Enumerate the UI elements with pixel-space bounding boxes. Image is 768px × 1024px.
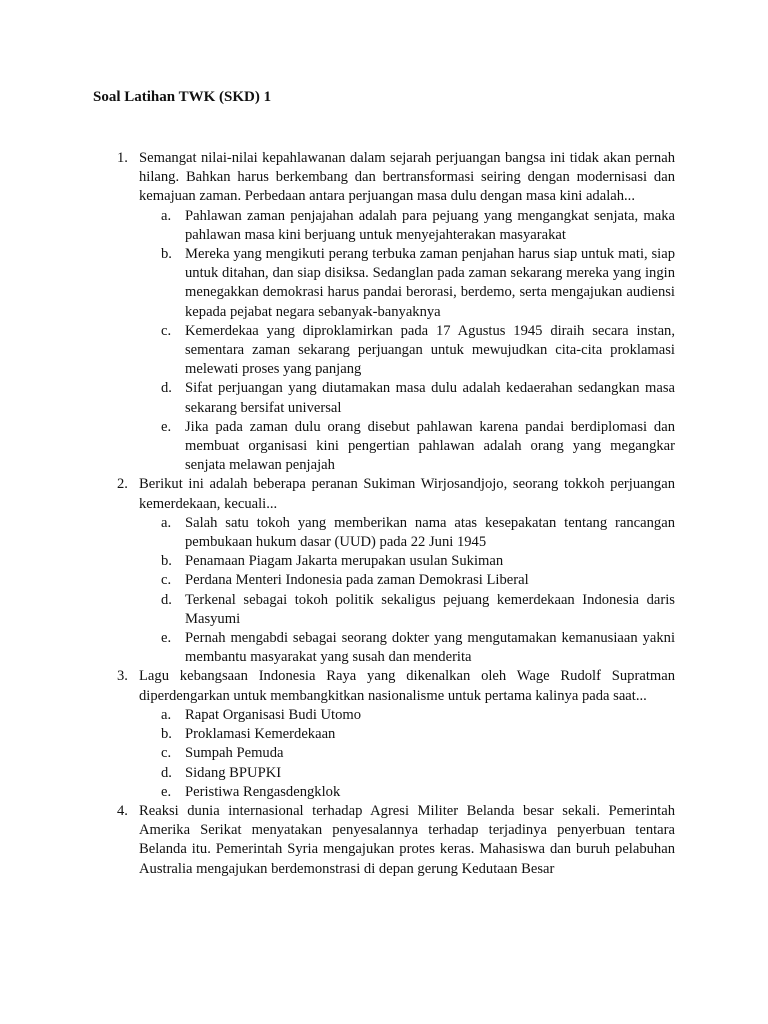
question-text: Berikut ini adalah beberapa peranan Sukiman Wirjosandjojo, seorang tokkoh perjuangan kemerdekaan, kecuali... <box>139 476 675 512</box>
option-letter: d. <box>161 591 172 608</box>
question-item <box>93 475 675 667</box>
option-text: Pahlawan zaman penjajahan adalah para pejuang yang mengangkat senjata, maka pahlawan masa kini berjuang untuk menyejahterakan masyarakat <box>185 207 675 243</box>
question-text: Semangat nilai-nilai kepahlawanan dalam sejarah perjuangan bangsa ini tidak akan pernah hilang. Bahkan harus berkembang dan bertransformasi seiring dengan modernisasi dan kemajuan zaman. Perbedaan antara perjuangan masa dulu dengan masa kini adalah... <box>139 150 675 205</box>
question-number: 2. <box>117 476 128 493</box>
option-text: Mereka yang mengikuti perang terbuka zaman penjahan harus siap untuk mati, siap untuk ditahan, dan siap disiksa. Sedanglan pada zaman sekarang mereka yang ingin menegakkan demokrasi harus pandai berorasi, berdemo, serta mengajukan audiensi kepada pejabat negara sebanyak-banyaknya <box>185 246 675 320</box>
option-letter: d. <box>161 380 172 397</box>
option-text: Penamaan Piagam Jakarta merupakan usulan Sukiman <box>185 553 504 570</box>
option-item <box>139 764 675 783</box>
option-item <box>139 725 675 744</box>
option-item <box>139 744 675 763</box>
option-list <box>139 706 675 802</box>
option-item <box>139 514 675 552</box>
option-letter: b. <box>161 553 172 570</box>
option-list <box>139 207 675 476</box>
option-list <box>139 514 675 668</box>
option-letter: a. <box>161 706 172 723</box>
option-letter: a. <box>161 514 172 531</box>
option-item <box>139 418 675 476</box>
option-item <box>139 783 675 802</box>
option-text: Peristiwa Rengasdengklok <box>185 783 341 800</box>
option-text: Terkenal sebagai tokoh politik sekaligus pejuang kemerdekaan Indonesia daris Masyumi <box>185 591 675 627</box>
option-letter: c. <box>161 745 172 762</box>
option-text: Kemerdekaa yang diproklamirkan pada 17 Agustus 1945 diraih secara instan, sementara zaman sekarang perjuangan untuk mewujudkan cita-cita proklamasi melewati proses yang panjang <box>185 322 675 378</box>
option-item <box>139 207 675 245</box>
question-number: 1. <box>117 150 128 166</box>
option-text: Sumpah Pemuda <box>185 745 284 762</box>
question-number: 3. <box>117 668 128 685</box>
question-item <box>93 149 675 475</box>
option-letter: e. <box>161 630 172 647</box>
option-letter: e. <box>161 783 172 800</box>
option-item <box>139 379 675 417</box>
option-text: Proklamasi Kemerdekaan <box>185 726 336 743</box>
option-text: Rapat Organisasi Budi Utomo <box>185 706 362 723</box>
option-item <box>139 245 675 322</box>
option-text: Perdana Menteri Indonesia pada zaman Demokrasi Liberal <box>185 572 529 589</box>
question-text: Lagu kebangsaan Indonesia Raya yang dikenalkan oleh Wage Rudolf Supratman diperdengarkan untuk membangkitkan nasionalisme untuk pertama kalinya pada saat... <box>139 668 675 704</box>
document-title: Soal Latihan TWK (SKD) 1 <box>93 89 272 105</box>
option-item <box>139 629 675 667</box>
option-letter: c. <box>161 572 172 589</box>
option-item <box>139 591 675 629</box>
option-text: Jika pada zaman dulu orang disebut pahlawan karena pandai berdiplomasi dan membuat organisasi kini pengertian pahlawan adalah orang yang megangkar senjata melawan penjajah <box>185 418 675 474</box>
option-text: Sifat perjuangan yang diutamakan masa dulu adalah kedaerahan sedangkan masa sekarang bersifat universal <box>185 380 675 416</box>
option-letter: c. <box>161 322 172 339</box>
question-number: 4. <box>117 802 128 819</box>
option-letter: b. <box>161 726 172 743</box>
option-letter: e. <box>161 418 172 435</box>
question-text: Reaksi dunia internasional terhadap Agresi Militer Belanda besar sekali. Pemerintah Amerika Serikat menyatakan penyesalannya terhadap terjadinya penyerbuan tentara Belanda itu. Pemerintah Syria mengajukan protes keras. Mahasiswa dan buruh pelabuhan Australia mengajukan berdemonstrasi di depan gerung Kedutaan Besar <box>139 802 675 877</box>
option-text: Salah satu tokoh yang memberikan nama atas kesepakatan tentang rancangan pembukaan hukum dasar (UUD) pada 22 Juni 1945 <box>185 514 675 551</box>
option-item <box>139 552 675 571</box>
question-item <box>93 802 675 879</box>
option-item <box>139 706 675 725</box>
option-item <box>139 571 675 590</box>
option-letter: a. <box>161 207 172 224</box>
option-letter: d. <box>161 764 172 781</box>
option-letter: b. <box>161 246 172 263</box>
option-text: Sidang BPUPKI <box>185 764 282 781</box>
option-text: Pernah mengabdi sebagai seorang dokter yang mengutamakan kemanusiaan yakni membantu masyarakat yang susah dan menderita <box>185 630 675 666</box>
option-item <box>139 322 675 380</box>
question-item <box>93 667 675 801</box>
question-list <box>93 149 675 879</box>
